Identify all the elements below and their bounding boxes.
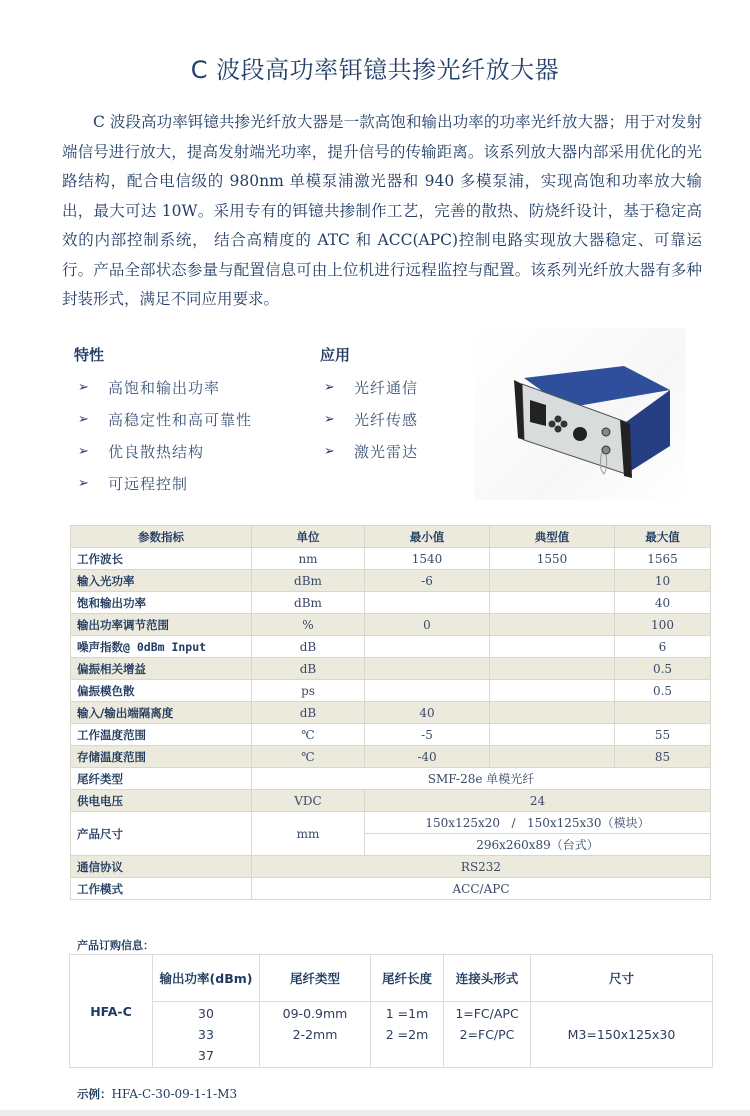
example-code — [77, 1086, 237, 1102]
col-header-unit: 单位 — [252, 526, 365, 548]
table-row: 存储温度范围 ℃ -40 85 — [71, 746, 711, 768]
intro-paragraph — [62, 108, 702, 315]
applications-list — [320, 377, 480, 473]
feature-item: ➢ 优良散热结构 — [74, 441, 294, 473]
feature-item: ➢ 可远程控制 — [74, 473, 294, 505]
ordering-info-label: 产品订购信息： — [77, 939, 154, 952]
application-item: ➢ 激光雷达 — [320, 441, 480, 473]
intro-text: C 波段高功率铒镱共掺光纤放大器是一款高饱和输出功率的功率光纤放大器；用于对发射端信号进行放大，提高发射端光功率，提升信号的传输距离。该系列放大器内部采用优化的光路结构，配合电信级的 980nm 单模泵浦激光器和 940 多模泵浦，实现高饱和功率放大输出，最大可达 10W。采用专有的铒镱共掺制作工艺，完善的散热、防烧纤设计，基于稳定高效的内部控制系统， 结合高精度的 ATC 和 ACC(APC)控制电路实现放大器稳定、可靠运行。产品全部状态参量与配置信息可由上位机进行远程监控与配置。该系列光纤放大器有多种封装形式，满足不同应用要求。 — [62, 113, 702, 308]
table-row: 偏振模色散 ps 0.5 — [71, 680, 711, 702]
arrow-bullet-icon: ➢ — [78, 380, 90, 395]
fiber-type-options: 09-0.9mm 2-2mm — [260, 1002, 371, 1068]
table-row-fiber-type: 尾纤类型 SMF-28e 单模光纤 — [71, 768, 711, 790]
connector-options: 1=FC/APC 2=FC/PC — [444, 1002, 531, 1068]
table-row: 噪声指数@ 0dBm Input dB 6 — [71, 636, 711, 658]
spec-table — [70, 525, 711, 900]
feature-item: ➢ 高饱和输出功率 — [74, 377, 294, 409]
page-title: C 波段高功率铒镱共掺光纤放大器 — [190, 56, 560, 84]
applications-section — [320, 344, 480, 473]
col-header-param: 参数指标 — [71, 526, 252, 548]
application-item: ➢ 光纤通信 — [320, 377, 480, 409]
size-options: M3=150x125x30 — [531, 1002, 713, 1068]
table-row: 饱和输出功率 dBm 40 — [71, 592, 711, 614]
table-row-protocol: 通信协议 RS232 — [71, 856, 711, 878]
features-list — [74, 377, 294, 505]
applications-heading: 应用 — [320, 346, 351, 364]
table-row-size-2: 296x260x89（台式） — [71, 834, 711, 856]
product-image — [474, 328, 686, 500]
table-row-supply-voltage: 供电电压 VDC 24 — [71, 790, 711, 812]
ordering-header-row: HFA-C 输出功率(dBm) 尾纤类型 尾纤长度 连接头形式 尺寸 — [70, 955, 713, 1002]
arrow-bullet-icon: ➢ — [324, 412, 336, 427]
features-heading: 特性 — [74, 346, 105, 364]
table-row: 工作温度范围 ℃ -5 55 — [71, 724, 711, 746]
table-row-size: 产品尺寸 mm 150x125x20 / 150x125x30（模块） — [71, 812, 711, 834]
table-row-mode: 工作模式 ACC/APC — [71, 878, 711, 900]
example-value: HFA-C-30-09-1-1-M3 — [111, 1087, 238, 1101]
table-row: 偏振相关增益 dB 0.5 — [71, 658, 711, 680]
col-header-typ: 典型值 — [490, 526, 615, 548]
col-header-max: 最大值 — [615, 526, 711, 548]
spec-header-row — [71, 526, 711, 548]
table-row: 输入/输出端隔离度 dB 40 — [71, 702, 711, 724]
col-header-min: 最小值 — [365, 526, 490, 548]
arrow-bullet-icon: ➢ — [78, 476, 90, 491]
power-options: 30 33 37 — [153, 1002, 260, 1068]
arrow-bullet-icon: ➢ — [78, 444, 90, 459]
arrow-bullet-icon: ➢ — [324, 380, 336, 395]
amplifier-device-illustration — [474, 328, 686, 500]
page-bottom-divider — [0, 1110, 750, 1116]
arrow-bullet-icon: ➢ — [324, 444, 336, 459]
table-row: 输出功率调节范围 % 0 100 — [71, 614, 711, 636]
ordering-table — [69, 954, 713, 1068]
model-code: HFA-C — [70, 955, 153, 1068]
features-section — [74, 344, 294, 505]
arrow-bullet-icon: ➢ — [78, 412, 90, 427]
feature-item: ➢ 高稳定性和高可靠性 — [74, 409, 294, 441]
fiber-length-options: 1 =1m 2 =2m — [371, 1002, 444, 1068]
example-label: 示例： — [77, 1087, 112, 1101]
application-item: ➢ 光纤传感 — [320, 409, 480, 441]
table-row: 工作波长 nm 1540 1550 1565 — [71, 548, 711, 570]
ordering-values-row — [70, 1002, 713, 1068]
table-row: 输入光功率 dBm -6 10 — [71, 570, 711, 592]
